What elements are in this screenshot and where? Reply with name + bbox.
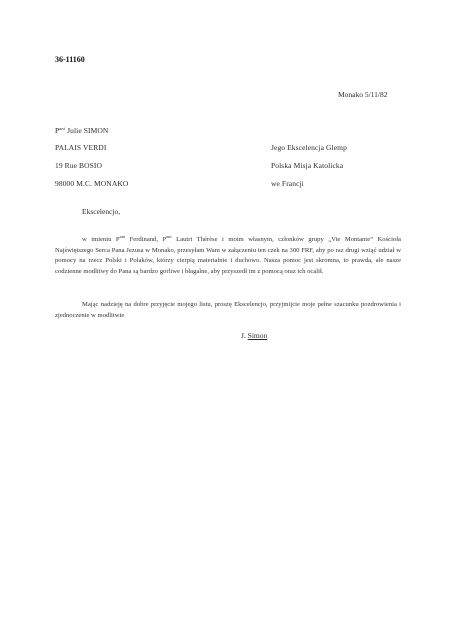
signature xyxy=(241,331,267,340)
sender-address-line4: 98000 M.C. MONAKO xyxy=(55,179,129,188)
para1-part3: Lautri Thérèse i moim własnym, członków grupy „Vie Montante” Kościoła Najświętszego Serca Pana Jezusa w Monako, przesyłam Wam w załączeniu ten czek na 300 FRF, aby po raz drugi wziąć udział w pomocy na rzecz Polski i Polaków, którzy cierpią materialnie i duchowo. Nasza pomoc jest skromna, to prawda, ale nasze codzienne modlitwy do Pana są bardzo gorliwe i błagalne, aby przyszedł im z pomocą oraz ich ocalił. xyxy=(55,236,401,275)
sender-name xyxy=(55,126,108,135)
signature-initial: J. xyxy=(241,331,246,340)
para1-part2: Ferdinand, P xyxy=(125,236,167,243)
para1-sup2: ani xyxy=(166,234,172,239)
recipient-line1: Jego Ekscelencja Glemp xyxy=(271,143,347,152)
reference-number: 36-11160 xyxy=(55,55,85,64)
recipient-line2: Polska Misja Katolicka xyxy=(271,161,344,170)
signature-name: Simon xyxy=(247,331,268,340)
body-paragraph-1 xyxy=(55,232,401,277)
sender-address-line3: 19 Rue BOSIO xyxy=(55,161,103,170)
para1-part1: w imieniu P xyxy=(82,236,120,243)
sender-title-sup: ani xyxy=(59,126,66,131)
sender-address-line2: PALAIS VERDI xyxy=(55,143,107,152)
para1-sup1: ani xyxy=(119,234,126,239)
sender-title-prefix: P xyxy=(55,126,60,135)
body-paragraph-2: Mając nadzieję na dobre przyjęcie mojego listu, proszę Ekscelencjo, przyjmijcie moje pełne szacunku pozdrowienia i zjednoczenie w modlitwie xyxy=(55,301,401,319)
salutation: Ekscelencjo, xyxy=(82,207,121,216)
sender-name-text: Julie SIMON xyxy=(67,126,109,135)
recipient-line3: we Francji xyxy=(271,179,304,188)
letter-date: Monako 5/11/82 xyxy=(338,90,388,99)
